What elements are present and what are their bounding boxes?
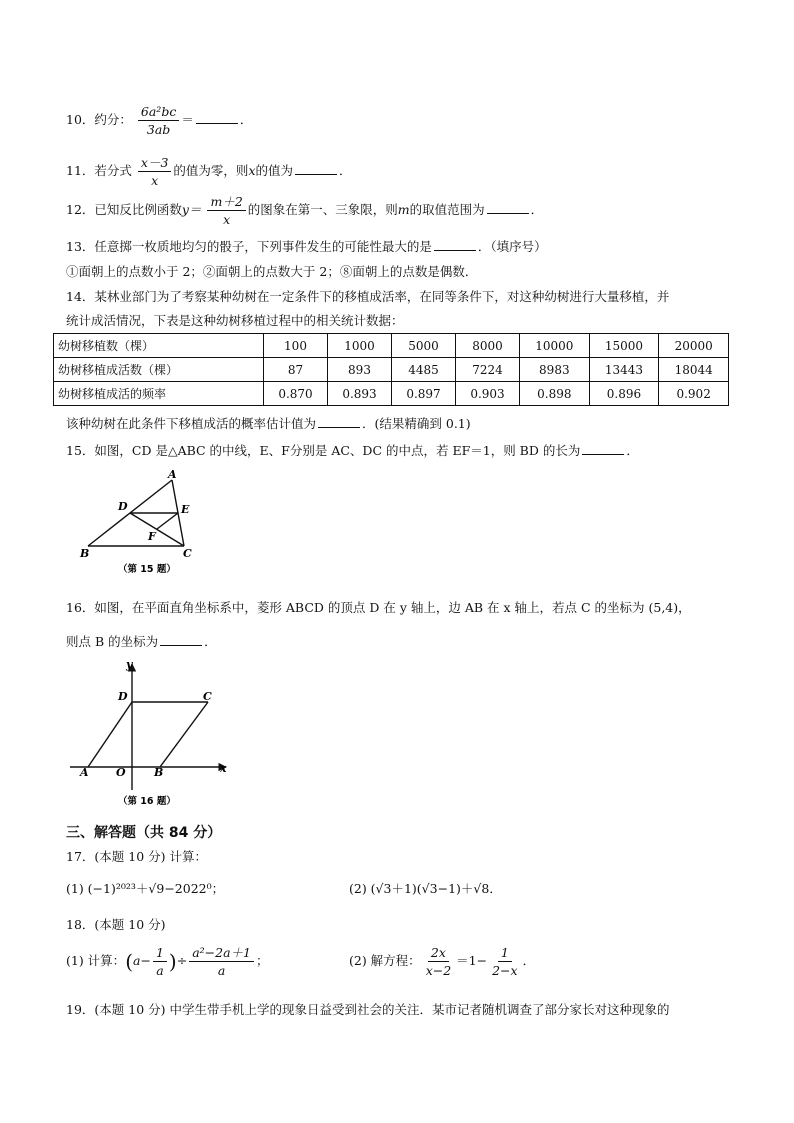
- label-O: O: [116, 766, 126, 779]
- label-A: A: [168, 468, 177, 481]
- table-cell: 18044: [659, 358, 729, 382]
- figure-q15-triangle: [78, 468, 208, 580]
- table-cell: 0.903: [456, 382, 520, 406]
- fraction-q10: $\frac{\text{6a²bc}}{3ab}$: [138, 104, 179, 137]
- answer-blank-q13[interactable]: [434, 239, 476, 251]
- table-cell: 幼树移植成活的频率: [54, 382, 264, 406]
- segment-EF: [157, 513, 178, 529]
- question-15: 15．如图，CD 是△ABC 的中线，E、F分别是 AC、DC 的中点，若 EF＝1，则 BD 的长为 ．: [66, 443, 639, 458]
- question-14-conclusion: 该种幼树在此条件下移植成活的概率估计值为 ．(结果精确到 0.1): [66, 416, 471, 431]
- table-cell: 0.897: [392, 382, 456, 406]
- fraction-q12: $\frac{m+2}{x}$: [207, 194, 245, 227]
- label-B: B: [154, 766, 164, 779]
- axis-label-y: y: [126, 658, 133, 671]
- table-cell: 0.896: [589, 382, 659, 406]
- fraction-q18-1: $\frac{1}{a}$: [153, 945, 167, 978]
- label-D: D: [118, 690, 128, 703]
- question-16-line2: 则点 B 的坐标为 ．: [66, 634, 217, 649]
- answer-blank-q10[interactable]: [196, 112, 238, 124]
- table-cell: 87: [264, 358, 328, 382]
- label-C: C: [203, 690, 212, 703]
- fraction-q11: $\frac{x-3}{x}$: [138, 155, 172, 188]
- label-A: A: [80, 766, 89, 779]
- question-17-part1: (1) (−1)²⁰²³＋√9−2022⁰；: [66, 881, 225, 896]
- section-heading: 三、解答题（共 84 分）: [66, 825, 222, 841]
- label-F: F: [148, 530, 156, 543]
- question-11: 11．若分式 $\frac{x-3}{x}$ 的值为零，则x的值为 ．: [66, 155, 352, 188]
- label-D: D: [118, 500, 128, 513]
- table-row: [54, 358, 729, 382]
- label-E: E: [181, 503, 190, 516]
- label-C: C: [183, 547, 192, 560]
- question-17-head: 17．(本题 10 分) 计算：: [66, 849, 207, 864]
- question-18-head: 18．(本题 10 分): [66, 917, 166, 932]
- table-cell: 0.870: [264, 382, 328, 406]
- table-cell: 4485: [392, 358, 456, 382]
- fraction-q18-3: $\frac{2x}{x-2}$: [425, 945, 452, 978]
- figure-q16-rhombus: [66, 658, 236, 810]
- caption-q15: （第 15 题）: [118, 564, 176, 575]
- table-cell: 7224: [456, 358, 520, 382]
- segment-CB: [160, 702, 208, 767]
- question-17-part2: (2) (√3＋1)(√3−1)＋√8．: [349, 881, 502, 896]
- question-14-line1: 14．某林业部门为了考察某种幼树在一定条件下的移植成活率，在同等条件下，对这种幼树进行大量移植，并: [66, 289, 670, 304]
- table-cell: 幼树移植数（棵）: [54, 334, 264, 358]
- table-cell: 10000: [520, 334, 590, 358]
- table-cell: 5000: [392, 334, 456, 358]
- table-cell: 20000: [659, 334, 729, 358]
- table-cell: 幼树移植成活数（棵）: [54, 358, 264, 382]
- question-18-part2: (2) 解方程： $\frac{2x}{x-2}$ ＝1− $\frac{1}{2-x}$ ．: [349, 945, 536, 978]
- question-16-line1: 16．如图，在平面直角坐标系中，菱形 ABCD 的顶点 D 在 y 轴上，边 AB 在 x 轴上，若点 C 的坐标为 (5,4)，: [66, 600, 691, 615]
- question-14-line2: 统计成活情况，下表是这种幼树移植过程中的相关统计数据：: [66, 313, 404, 328]
- statistics-table: [53, 333, 729, 406]
- table-cell: 15000: [589, 334, 659, 358]
- segment-AD: [88, 702, 132, 767]
- fraction-q18-2: $\frac{\text{a²−2a＋1}}{a}$: [189, 945, 254, 978]
- label-B: B: [80, 547, 90, 560]
- segment-DC: [130, 513, 184, 546]
- table-cell: 8000: [456, 334, 520, 358]
- answer-blank-q12[interactable]: [487, 202, 529, 214]
- table-cell: 0.893: [328, 382, 392, 406]
- question-19: 19．(本题 10 分) 中学生带手机上学的现象日益受到社会的关注．某市记者随机调查了部分家长对这种现象的: [66, 1002, 670, 1017]
- fraction-q18-4: $\frac{1}{2-x}$: [492, 945, 518, 978]
- table-cell: 0.898: [520, 382, 590, 406]
- table-row: [54, 382, 729, 406]
- caption-q16: （第 16 题）: [118, 796, 176, 807]
- table-cell: 100: [264, 334, 328, 358]
- axis-label-x: x: [220, 762, 227, 775]
- table-row: [54, 334, 729, 358]
- table-cell: 1000: [328, 334, 392, 358]
- table-cell: 0.902: [659, 382, 729, 406]
- question-10: 10．约分： $\frac{\text{6a²bc}}{3ab}$ ＝ ．: [66, 104, 253, 137]
- answer-blank-q16[interactable]: [160, 634, 202, 646]
- answer-blank-q11[interactable]: [295, 163, 337, 175]
- answer-blank-q14[interactable]: [318, 416, 360, 428]
- question-18-part1: (1) 计算：(a− $\frac{1}{a}$ )÷ $\frac{\text{a²−2a＋1}}{a}$ ；: [66, 945, 269, 978]
- question-13-options: ①面朝上的点数小于 2；②面朝上的点数大于 2；⑧面朝上的点数是偶数．: [66, 264, 478, 279]
- question-12: 12．已知反比例函数y＝ $\frac{m+2}{x}$ 的图象在第一、三象限，则m的取值范围为 ．: [66, 194, 544, 227]
- answer-blank-q15[interactable]: [582, 443, 624, 455]
- question-13: 13．任意掷一枚质地均匀的骰子，下列事件发生的可能性最大的是 ．（填序号）: [66, 239, 547, 254]
- table-cell: 13443: [589, 358, 659, 382]
- table-cell: 8983: [520, 358, 590, 382]
- table-cell: 893: [328, 358, 392, 382]
